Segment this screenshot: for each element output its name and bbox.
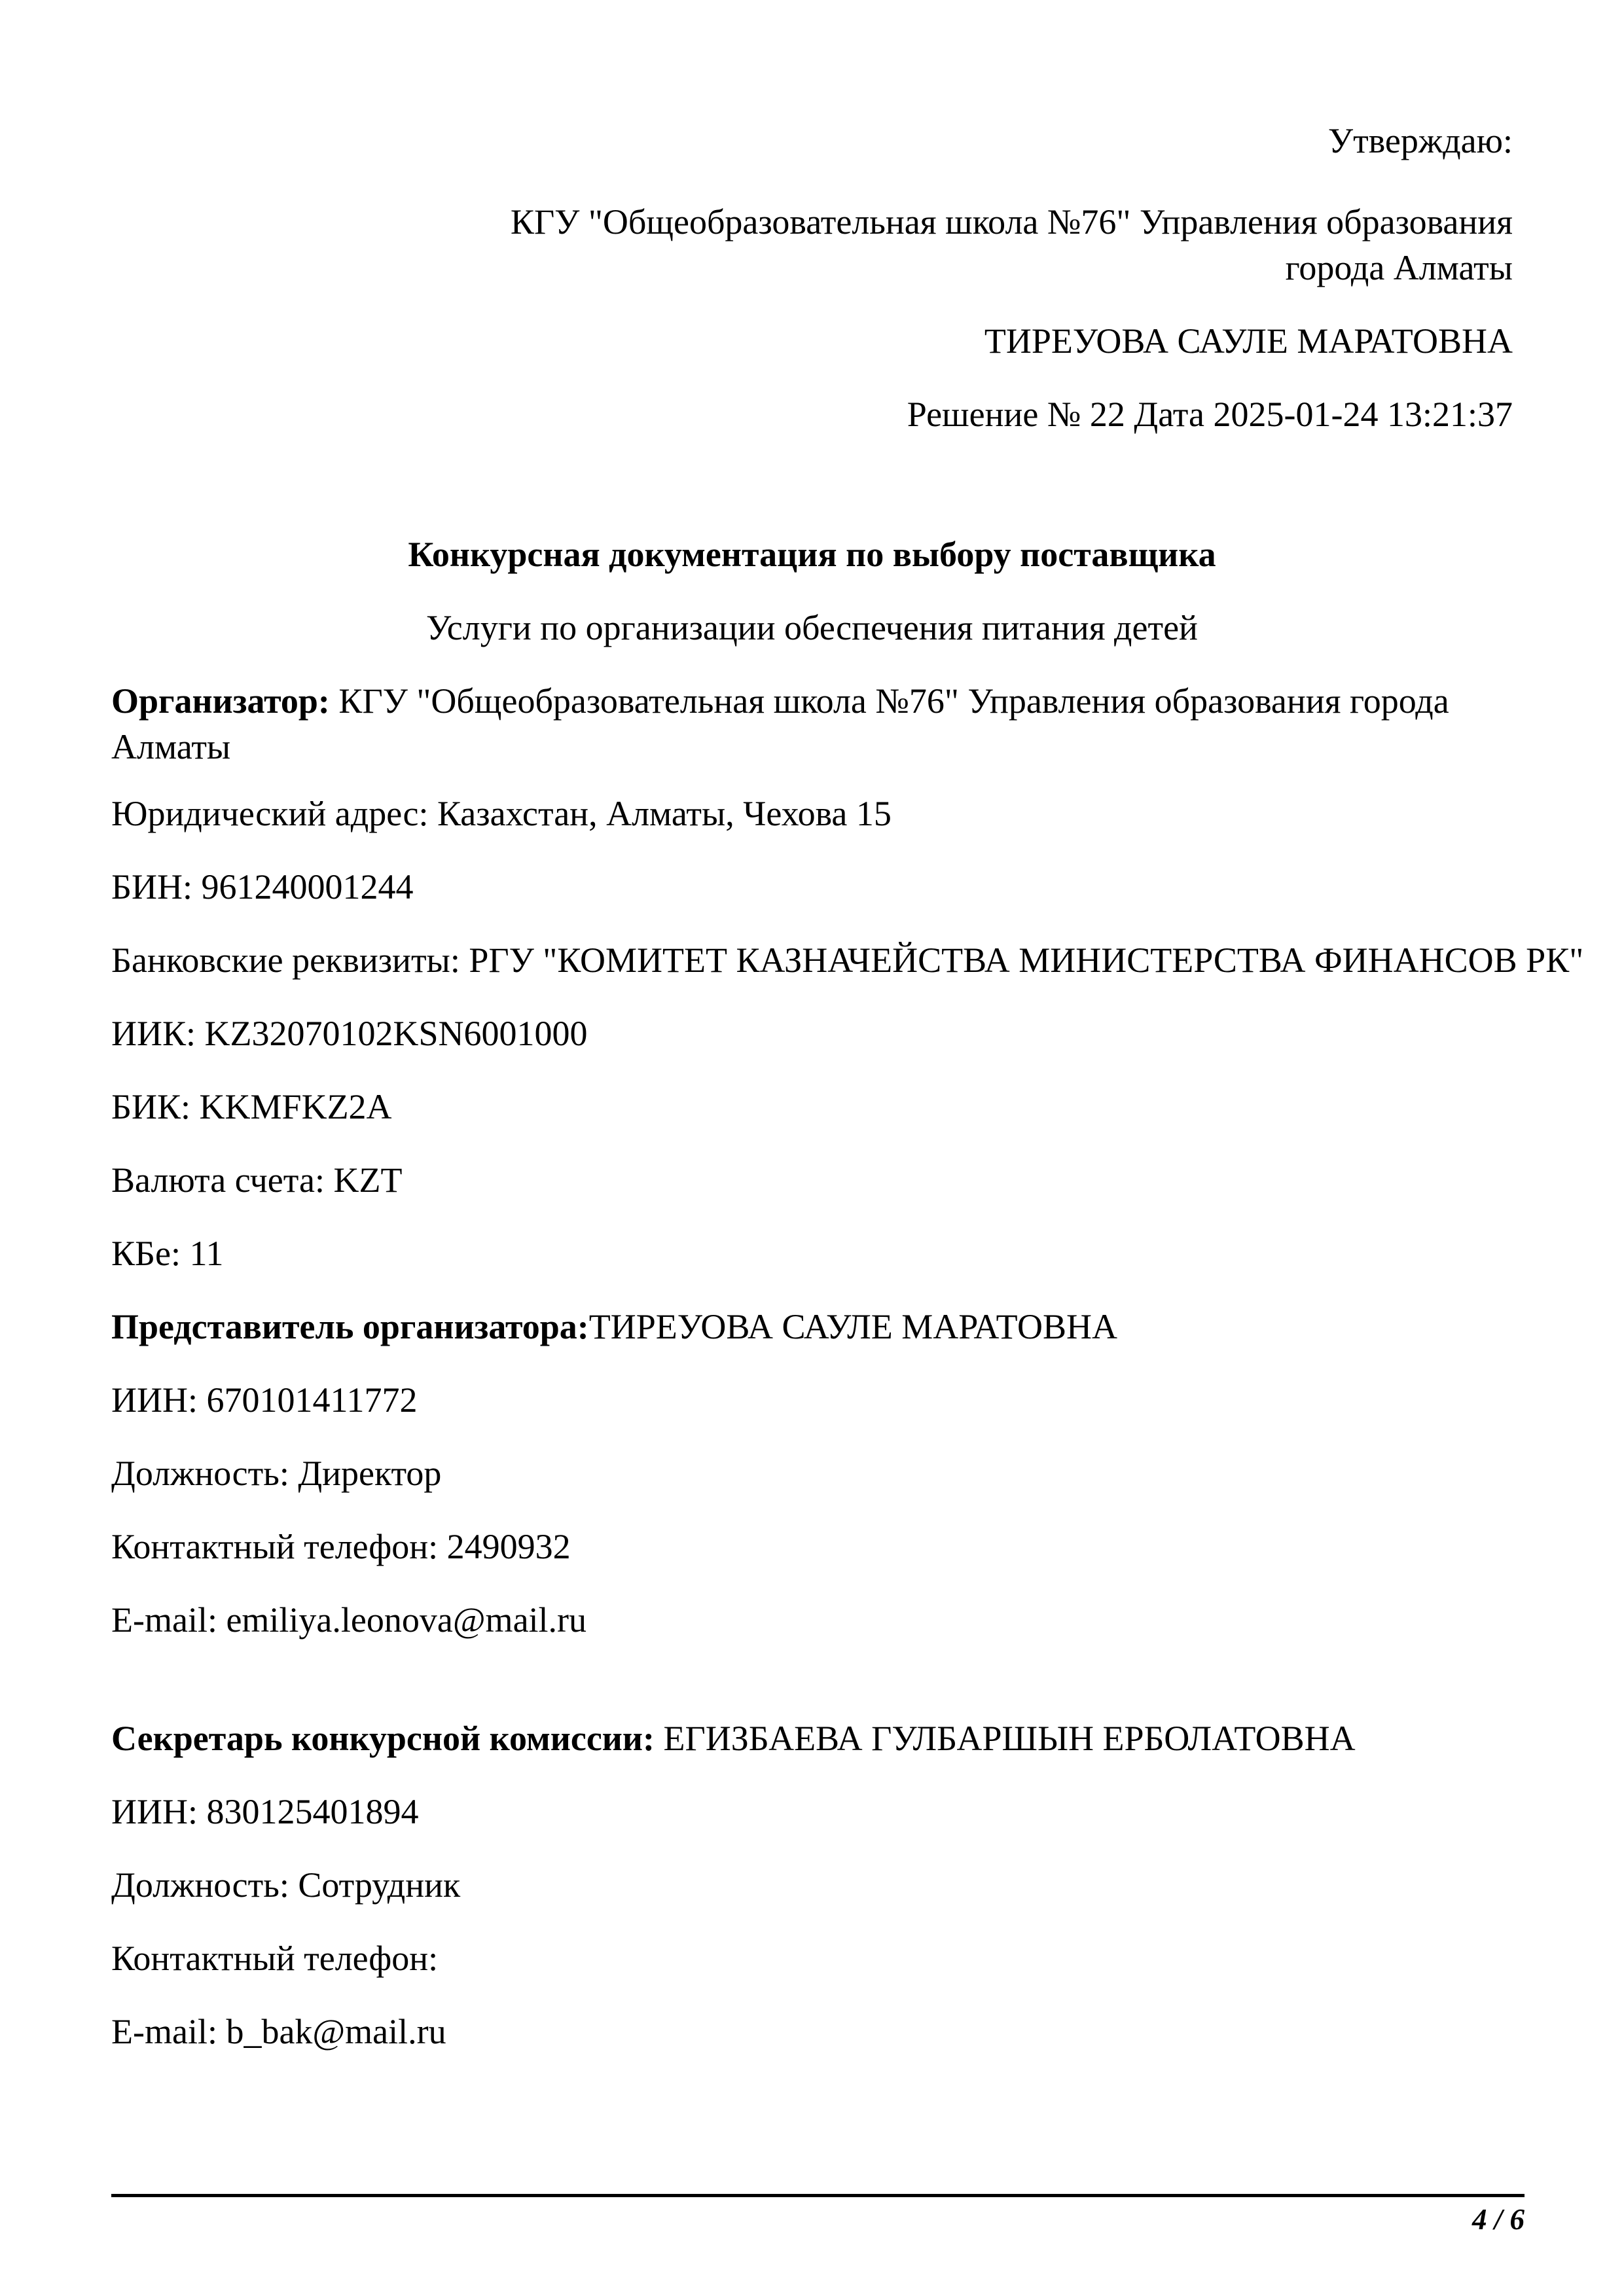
rep-field-position: Должность: Директор: [111, 1454, 442, 1493]
approval-block: [111, 118, 1513, 437]
approver-name: ТИРЕУОВА САУЛЕ МАРАТОВНА: [984, 321, 1513, 361]
approve-label: Утверждаю:: [1327, 121, 1513, 160]
decision-line: Решение № 22 Дата 2025-01-24 13:21:37: [907, 395, 1513, 434]
org-field-bin: БИН: 961240001244: [111, 867, 414, 906]
representative-line: [111, 1304, 1513, 1350]
org-field-kbe: КБе: 11: [111, 1234, 224, 1273]
document-subtitle: Услуги по организации обеспечения питания детей: [426, 608, 1198, 647]
rep-field-iin: ИИН: 670101411772: [111, 1380, 418, 1420]
secretary-name: ЕГИЗБАЕВА ГУЛБАРШЫН ЕРБОЛАТОВНА: [655, 1719, 1356, 1758]
representative-name: ТИРЕУОВА САУЛЕ МАРАТОВНА: [588, 1307, 1117, 1346]
sec-field-position: Должность: Сотрудник: [111, 1865, 461, 1905]
secretary-line: [111, 1715, 1513, 1761]
rep-field-phone: Контактный телефон: 2490932: [111, 1527, 571, 1566]
approval-organization: КГУ "Общеобразовательная школа №76" Управления образования города Алматы: [510, 202, 1513, 287]
org-field-iik: ИИК: KZ32070102KSN6001000: [111, 1014, 588, 1053]
sec-field-email: E-mail: b_bak@mail.ru: [111, 2012, 446, 2051]
organizer-label: Организатор:: [111, 681, 330, 721]
document-title: Конкурсная документация по выбору поставщика: [408, 535, 1216, 574]
page-number: 4 / 6: [1471, 2203, 1525, 2236]
organizer-line: [111, 678, 1499, 770]
org-field-address: Юридический адрес: Казахстан, Алматы, Чехова 15: [111, 794, 892, 833]
page-footer: [111, 2194, 1525, 2236]
secretary-label: Секретарь конкурсной комиссии:: [111, 1719, 655, 1758]
org-field-currency: Валюта счета: KZT: [111, 1160, 403, 1200]
org-field-bank: Банковские реквизиты: РГУ "КОМИТЕТ КАЗНАЧЕЙСТВА МИНИСТЕРСТВА ФИНАНСОВ РК": [111, 941, 1584, 980]
sec-field-iin: ИИН: 830125401894: [111, 1792, 419, 1831]
rep-field-email: E-mail: emiliya.leonova@mail.ru: [111, 1600, 587, 1640]
organizer-name: КГУ "Общеобразовательная школа №76" Управления образования города Алматы: [111, 681, 1449, 766]
sec-field-phone: Контактный телефон:: [111, 1939, 439, 1978]
representative-label: Представитель организатора:: [111, 1307, 589, 1346]
org-field-bik: БИК: KKMFKZ2A: [111, 1087, 392, 1126]
